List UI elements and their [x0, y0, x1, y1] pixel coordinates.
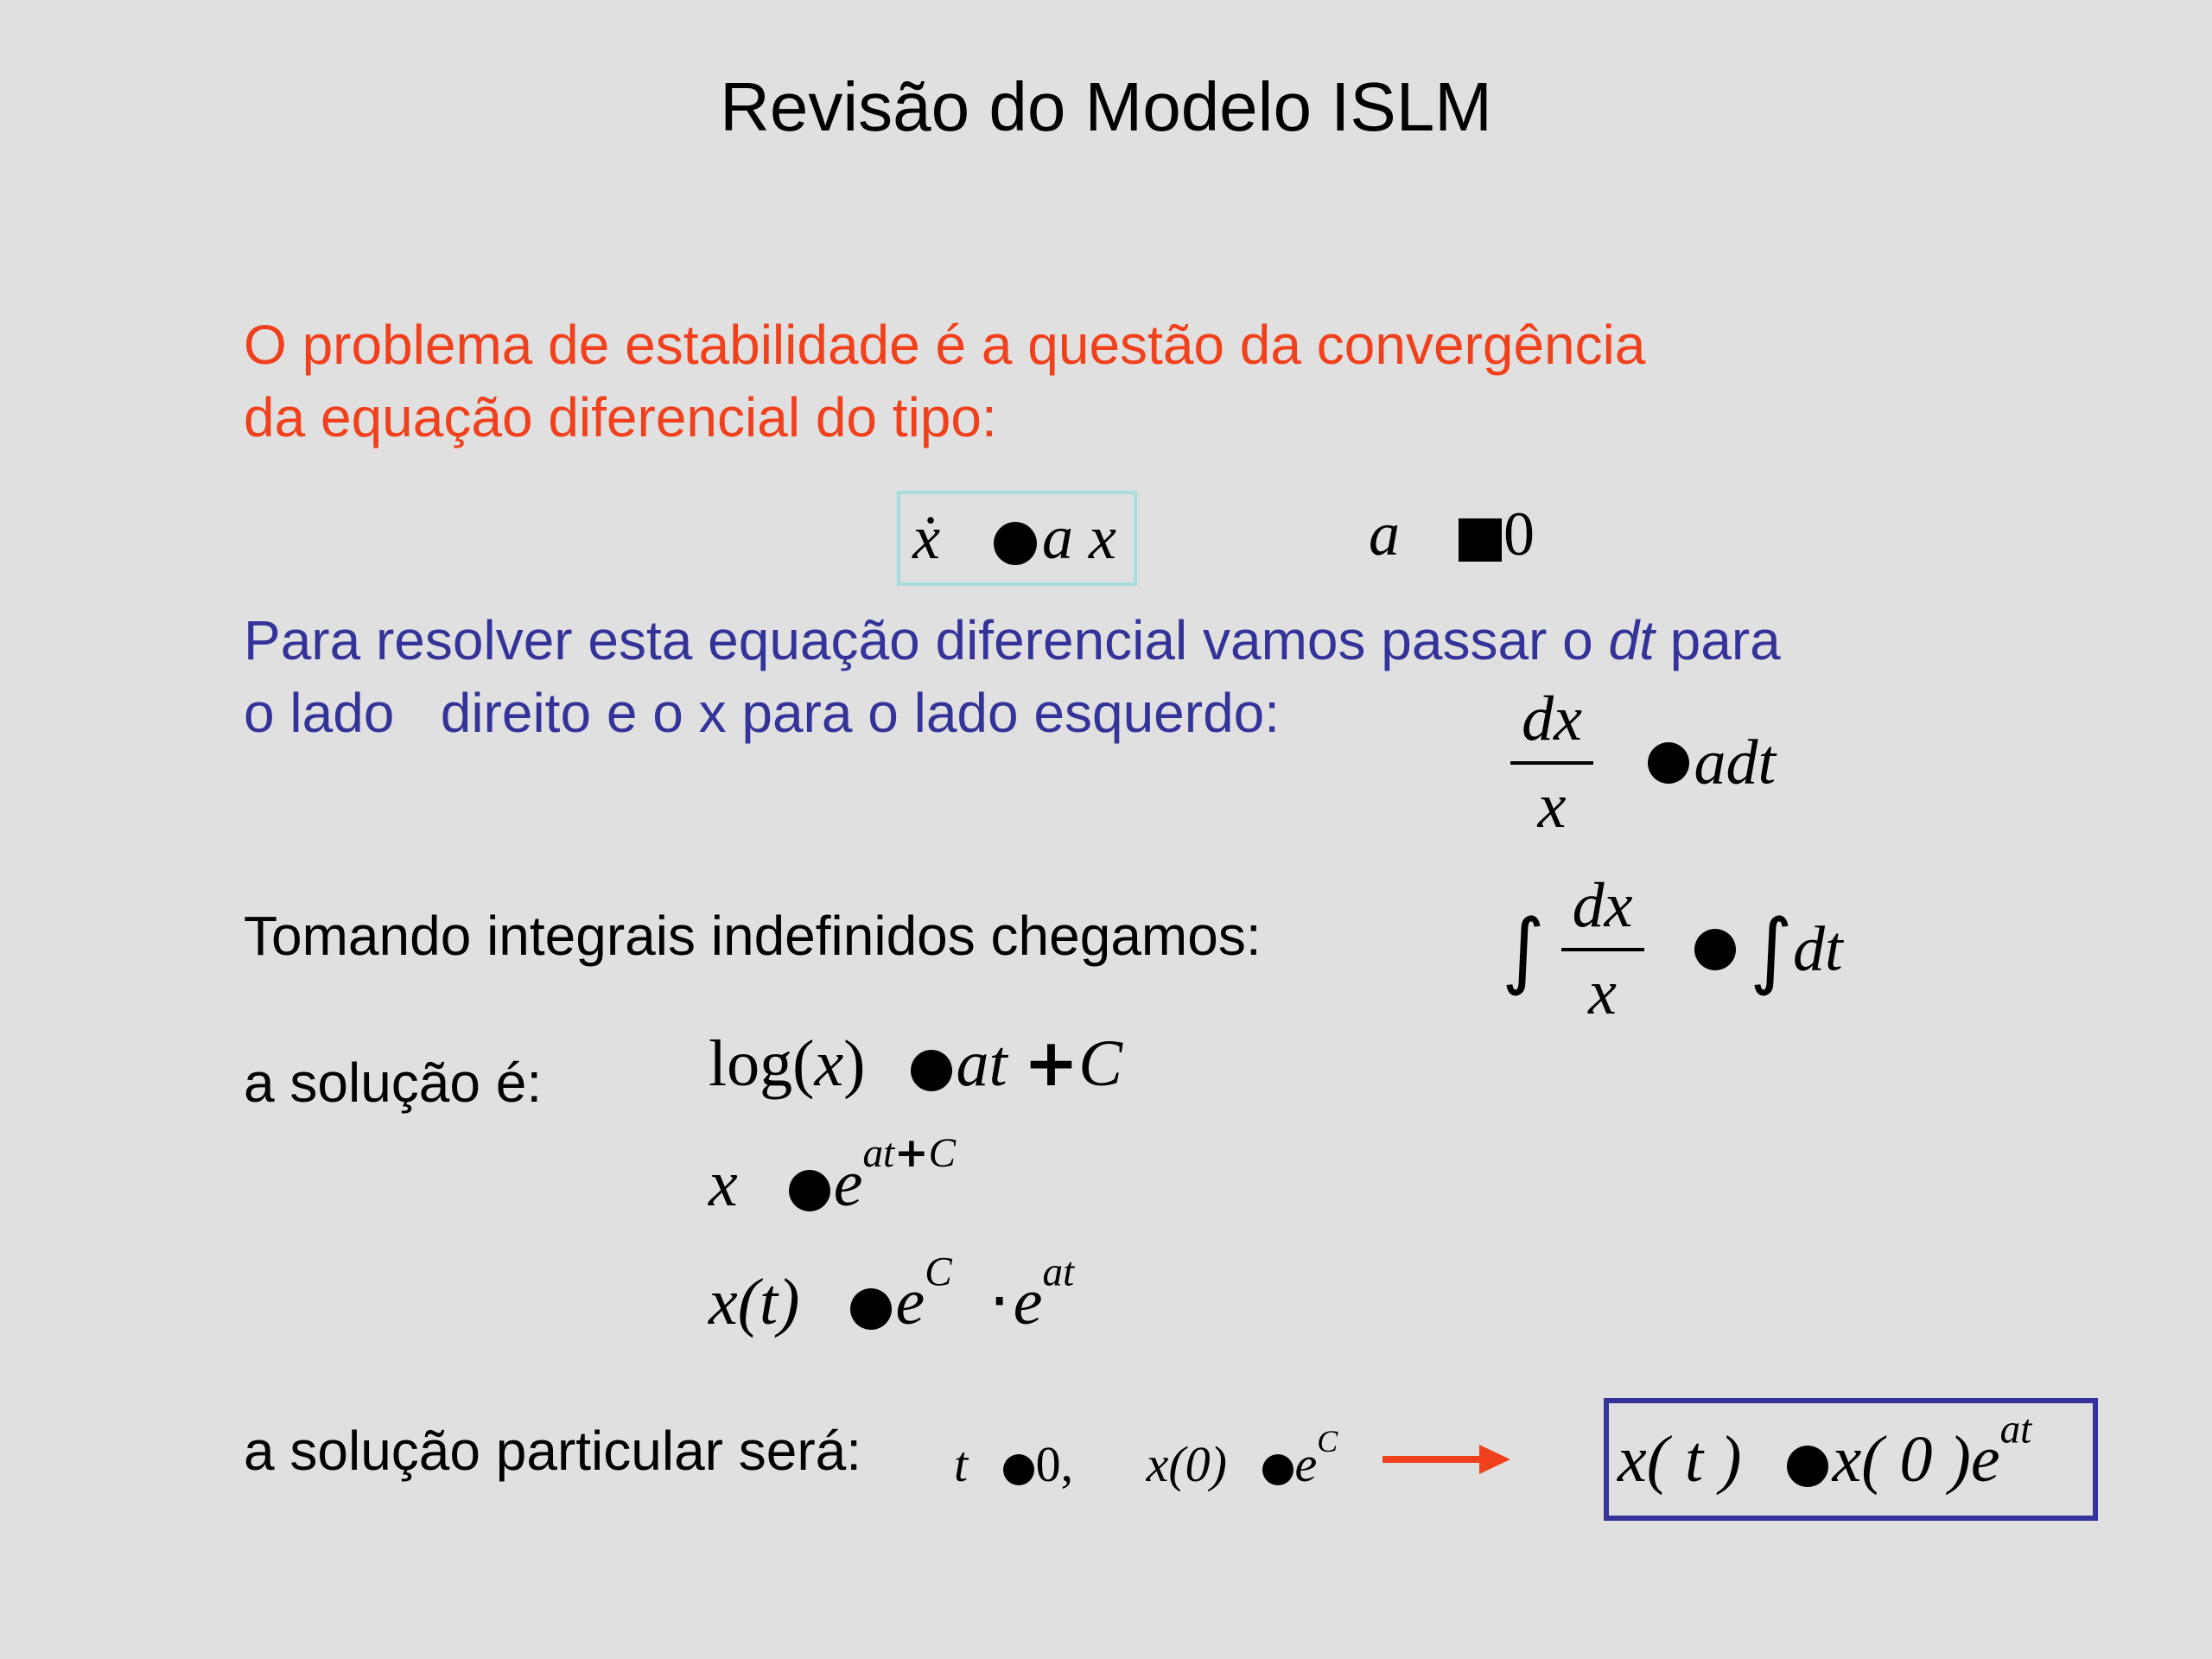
eq3-den: x: [1588, 957, 1617, 1028]
eq3-rhs-integral-glyph: ∫: [1750, 901, 1794, 998]
equation-xdot-box: [897, 491, 1137, 586]
final-rhs: x( 0 )e: [1832, 1423, 2000, 1496]
cond1-val: 0,: [1035, 1436, 1074, 1492]
sol3-base2: e: [1013, 1266, 1043, 1338]
cond2-exp: C: [1317, 1423, 1338, 1459]
sol3-exp2: at: [1042, 1249, 1075, 1295]
sol3-exp1: C: [925, 1249, 952, 1295]
cond1-var: t: [954, 1436, 969, 1492]
slide-title: Revisão do Modelo ISLM: [720, 68, 1492, 145]
sol1-rhs: at: [956, 1027, 1007, 1100]
final-solution-box: [1604, 1398, 2098, 1521]
sol2-base: e: [833, 1147, 863, 1220]
method-line-1-text: Para resolver esta equação diferencial vamos passar o: [244, 609, 1593, 671]
eq2-num: dx: [1522, 683, 1582, 754]
sol2-plus-glyph: +: [894, 1129, 929, 1178]
cond-var: a: [1369, 499, 1400, 569]
final-exp: at: [1999, 1407, 2032, 1452]
method-line-2: o lado direito e o x para o lado esquerdo:: [244, 682, 1281, 744]
final-lhs: x( t ): [1618, 1423, 1742, 1496]
equation-condition: [1369, 491, 1535, 577]
sol2-exp: at: [862, 1131, 895, 1177]
eq3-rhs: dt: [1793, 913, 1843, 985]
sol1-equals-glyph: [911, 1050, 952, 1091]
sol1-plus-glyph: +: [1023, 1024, 1079, 1101]
final-equals-glyph: [1787, 1446, 1828, 1487]
eq3-num: dx: [1572, 870, 1633, 941]
cond-lessthan-glyph: [1459, 518, 1502, 562]
method-dt-term: dt: [1608, 609, 1655, 671]
solution-product: [709, 1249, 1075, 1345]
eq3-fraction: [1561, 869, 1644, 1030]
sol1-const: C: [1078, 1027, 1122, 1100]
cond2-lhs: x(0): [1146, 1436, 1227, 1492]
eq2-equals-glyph: [1648, 742, 1689, 784]
arrow-right-icon: [1382, 1438, 1512, 1481]
method-line-1: [244, 603, 1781, 677]
sol2-lhs: x: [709, 1147, 738, 1220]
eq1-rhs: a x: [1041, 503, 1116, 572]
eq2-fraction: [1510, 683, 1593, 843]
sol3-equals-glyph: [850, 1288, 892, 1330]
intro-line-1: O problema de estabilidade é a questão da convergência: [244, 314, 1646, 376]
equation-separated: [1510, 683, 1776, 843]
eq3-integral-glyph: ∫: [1502, 901, 1546, 998]
solution-exp: [709, 1129, 957, 1227]
sol2-equals-glyph: [789, 1170, 830, 1211]
sol1-var: x: [814, 1027, 844, 1100]
eq2-den: x: [1537, 771, 1567, 842]
eq3-equals-glyph: [1694, 929, 1736, 970]
sol1-close: ): [843, 1027, 866, 1100]
sol3-times-glyph: ⋅: [988, 1262, 1010, 1339]
integrals-label: Tomando integrais indefinidos chegamos:: [244, 905, 1262, 967]
sol2-exp-const: C: [928, 1131, 957, 1177]
particular-label: a solução particular será:: [244, 1420, 862, 1482]
sol1-fn: log(: [709, 1027, 815, 1100]
cond2-equals-glyph: [1262, 1454, 1294, 1485]
sol3-lhs: x(t): [709, 1266, 800, 1338]
equation-integral: [1502, 869, 1843, 1030]
eq2-rhs: adt: [1694, 727, 1777, 798]
cond-val: 0: [1503, 499, 1535, 569]
sol3-base1: e: [895, 1266, 925, 1338]
intro-line-2: da equação diferencial do tipo:: [244, 386, 997, 448]
cond2-base: e: [1294, 1436, 1318, 1492]
eq1-equals-glyph: [994, 522, 1037, 565]
particular-conditions: [954, 1423, 1338, 1503]
eq1-lhs: ẋ: [912, 503, 940, 572]
solution-label: a solução é:: [244, 1052, 543, 1114]
solution-log: [709, 1020, 1122, 1107]
method-line-1-end: para: [1669, 609, 1781, 671]
cond1-equals-glyph: [1003, 1454, 1034, 1485]
